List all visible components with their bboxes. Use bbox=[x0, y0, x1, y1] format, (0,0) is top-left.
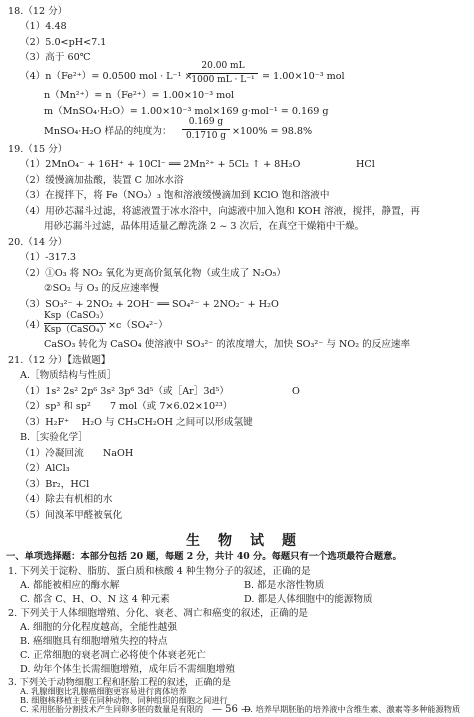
q21-a-answer-1: （1）1s² 2s² 2p⁶ 3s² 3p⁶ 3d⁵（或［Ar］3d⁵） bbox=[20, 386, 230, 397]
bio-q2-stem: 2. 下列关于人体细胞增殖、分化、衰老、凋亡和癌变的叙述，正确的是 bbox=[8, 608, 309, 619]
q18-purity-numerator: 0.169 g bbox=[188, 117, 224, 127]
q21-b-answer-5: （5）间溴苯甲醛被氧化 bbox=[20, 510, 123, 521]
q21-b-answer-3: （3）Br₂，HCl bbox=[20, 479, 90, 490]
bio-q3-stem: 3. 下列关于动物细胞工程和胚胎工程的叙述，正确的是 bbox=[8, 677, 231, 688]
q21-b-answer-2: （2）AlCl₃ bbox=[20, 463, 70, 474]
q19-answer-4: （4）用砂芯漏斗过滤，将滤液置于冰水浴中，向滤液中加入饱和 KOH 溶液，搅拌，静置，再 bbox=[20, 206, 420, 217]
q20-ksp-denominator: Ksp（CaSO₄） bbox=[44, 325, 109, 335]
q20-answer-1: （1）-317.3 bbox=[20, 252, 76, 263]
q20-answer-4-label: （4） bbox=[20, 320, 46, 331]
bio-q1-option-b: B. 都是水溶性物质 bbox=[244, 580, 325, 591]
q19-heading: 19.（15 分） bbox=[8, 144, 68, 155]
q20-answer-2-2: ②SO₂ 与 O₃ 的反应速率慢 bbox=[44, 283, 159, 294]
q18-fraction-denominator: 1000 mL · L⁻¹ bbox=[191, 75, 255, 85]
q20-answer-3: （3）SO₃²⁻ + 2NO₂ + 2OH⁻ ══ SO₄²⁻ + 2NO₂⁻ + H₂O bbox=[20, 299, 279, 310]
q18-purity-denominator: 0.1710 g bbox=[185, 131, 227, 141]
q18-answer-4-mass: m（MnSO₄·H₂O）= 1.00×10⁻³ mol×169 g·mol⁻¹ = 0.169 g bbox=[44, 106, 329, 117]
q19-answer-2: （2）缓慢滴加盐酸，装置 C 加冰水浴 bbox=[20, 175, 184, 186]
q18-answer-1: （1）4.48 bbox=[20, 21, 67, 32]
bio-q1-option-d: D. 都是人体细胞中的能源物质 bbox=[244, 594, 373, 605]
q20-answer-4-explain: CaSO₃ 转化为 CaSO₄ 使溶液中 SO₃²⁻ 的浓度增大，加快 SO₃²⁻ 与 NO₂ 的反应速率 bbox=[44, 339, 411, 350]
q19-answer-1-hcl: HCl bbox=[356, 159, 375, 170]
bio-q3-option-a: A. 乳腺细胞比乳腺癌细胞更容易进行离体培养 bbox=[20, 686, 187, 696]
page-number: — 56 — bbox=[212, 704, 252, 715]
q20-ksp-bar bbox=[44, 323, 106, 324]
bio-q1-stem: 1. 下列关于淀粉、脂肪、蛋白质和核酸 4 种生物分子的叙述，正确的是 bbox=[8, 566, 311, 577]
bio-q1-option-a: A. 都能被相应的酶水解 bbox=[20, 580, 120, 591]
bio-q2-option-c: C. 正常细胞的衰老凋亡必将使个体衰老死亡 bbox=[20, 650, 206, 661]
q18-answer-4-mn: n（Mn²⁺）= n（Fe²⁺）= 1.00×10⁻³ mol bbox=[44, 90, 235, 101]
q18-purity-label: MnSO₄·H₂O 样品的纯度为： bbox=[44, 126, 172, 137]
q21-a-heading: A.［物质结构与性质］ bbox=[20, 370, 117, 381]
q18-answer-4-left: （4）n（Fe²⁺）= 0.0500 mol · L⁻¹ × bbox=[20, 71, 193, 82]
q21-a-answer-2: （2）sp³ 和 sp² 7 mol（或 7×6.02×10²³） bbox=[20, 401, 233, 412]
q21-a-answer-3: （3）H₂F⁺ H₂O 与 CH₃CH₂OH 之间可以形成氢键 bbox=[20, 417, 253, 428]
q19-answer-1: （1）2MnO₄⁻ + 16H⁺ + 10Cl⁻ ══ 2Mn²⁺ + 5Cl₂ ↑ + 8H₂O bbox=[20, 159, 301, 170]
q18-heading: 18.（12 分） bbox=[8, 6, 68, 17]
q18-purity-result: ×100% = 98.8% bbox=[232, 126, 313, 137]
q18-answer-2: （2）5.0<pH<7.1 bbox=[20, 37, 107, 48]
bio-q1-option-c: C. 都含 C、H、O、N 这 4 种元素 bbox=[20, 594, 170, 605]
q19-answer-3: （3）在搅拌下，将 Fe（NO₃）₃ 饱和溶液缓慢滴加到 KClO 饱和溶液中 bbox=[20, 190, 330, 201]
bio-q2-option-a: A. 细胞的分化程度越高，全能性越强 bbox=[20, 622, 177, 633]
q20-heading: 20.（14 分） bbox=[8, 237, 68, 248]
q18-answer-3: （3）高于 60℃ bbox=[20, 52, 91, 63]
bio-q3-option-c: C. 采用胚胎分割技术产生同卵多胚的数量是有限的 bbox=[20, 704, 204, 714]
q18-fraction-numerator: 20.00 mL bbox=[201, 61, 245, 71]
q19-answer-4-cont: 用砂芯漏斗过滤，晶体用适量乙醇洗涤 2 ~ 3 次后，在真空干燥箱中干燥。 bbox=[44, 221, 365, 232]
q21-b-answer-1: （1）冷凝回流 NaOH bbox=[20, 448, 134, 459]
bio-q3-option-b: B. 细胞核移植主要在同种动物、同种组织的细胞之间进行 bbox=[20, 695, 228, 705]
q21-b-heading: B.［实验化学］ bbox=[20, 432, 88, 443]
q21-a-answer-1-o: O bbox=[292, 386, 300, 397]
q18-fraction-bar bbox=[188, 73, 258, 74]
q20-ksp-numerator: Ksp（CaSO₃） bbox=[44, 311, 109, 321]
q21-heading: 21.（12 分）【选做题】 bbox=[8, 355, 111, 366]
q21-b-answer-4: （4）除去有机相的水 bbox=[20, 494, 113, 505]
bio-q2-option-b: B. 癌细胞具有细胞增殖失控的特点 bbox=[20, 636, 168, 647]
bio-q3-option-d: D. 培养早期胚胎的培养液中含维生素、激素等多种能源物质 bbox=[244, 704, 461, 714]
biology-title: 生物试题 bbox=[186, 533, 314, 549]
q20-answer-4-right: ×c（SO₄²⁻） bbox=[108, 320, 168, 331]
q20-answer-2-1: （2）①O₃ 将 NO₂ 氧化为更高价氮氧化物（或生成了 N₂O₅） bbox=[20, 268, 286, 279]
q18-purity-bar bbox=[182, 129, 230, 130]
bio-q2-option-d: D. 幼年个体生长需细胞增殖，成年后不需细胞增殖 bbox=[20, 664, 235, 675]
q18-answer-4-right: = 1.00×10⁻³ mol bbox=[262, 71, 345, 82]
biology-section-heading: 一、单项选择题：本部分包括 20 题，每题 2 分，共计 40 分。每题只有一个选项最符合题意。 bbox=[6, 551, 402, 562]
